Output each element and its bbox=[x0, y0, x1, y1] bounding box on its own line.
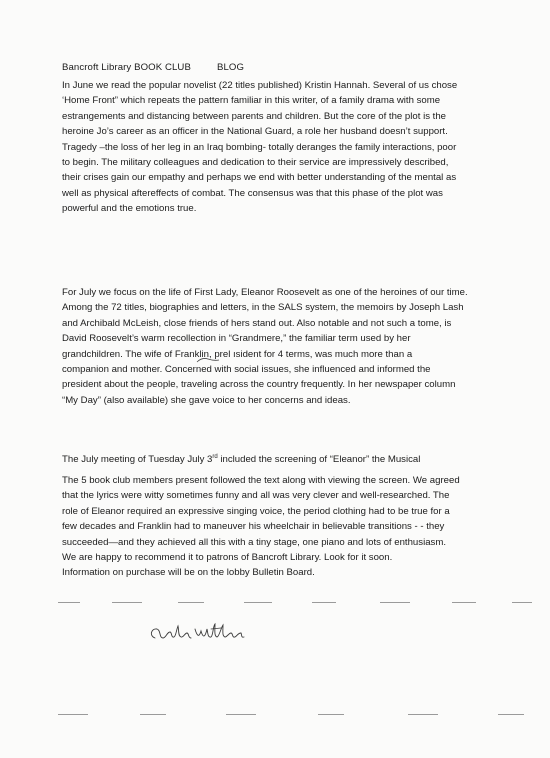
meeting-text-start: The July meeting of Tuesday July 3 bbox=[62, 454, 213, 465]
text-line: “My Day” (also available) she gave voice to her concerns and ideas. bbox=[62, 394, 351, 406]
handwritten-signature bbox=[145, 614, 255, 652]
paragraph-musical-review bbox=[62, 473, 522, 581]
text-line: heroine Jo’s career as an officer in the National Guard, a role her husband doesn’t support. bbox=[62, 126, 448, 138]
text-line: that the lyrics were witty sometimes funny and all was very clever and well-researched. The bbox=[62, 490, 450, 502]
scan-artifact-line bbox=[512, 602, 532, 603]
scan-artifact-line bbox=[498, 714, 524, 715]
text-line: We are happy to recommend it to patrons of Bancroft Library. Look for it soon. bbox=[62, 552, 393, 564]
scan-artifact-line bbox=[244, 602, 272, 603]
text-line: and Archibald McLeish, close friends of hers stand out. Also notable and not such a tome, is bbox=[62, 317, 452, 329]
text-line: succeeded—and they achieved all this with a tiny stage, one piano and lots of enthusiasm. bbox=[62, 536, 446, 548]
text-line: Among the 72 titles, biographies and letters, in the SALS system, the memoirs by Joseph Lash bbox=[62, 302, 464, 314]
header-title: Bancroft Library BOOK CLUB bbox=[62, 62, 191, 73]
scan-artifact-line bbox=[380, 602, 410, 603]
text-line: In June we read the popular novelist (22 titles published) Kristin Hannah. Several of us chose bbox=[62, 80, 458, 91]
text-line: ‘Home Front” which repeats the pattern familiar in this writer, of a family drama with some bbox=[62, 95, 441, 107]
handwritten-overmark bbox=[196, 357, 220, 363]
scan-artifact-line bbox=[312, 602, 336, 603]
text-line: Information on purchase will be on the lobby Bulletin Board. bbox=[62, 567, 315, 579]
scan-artifact-line bbox=[58, 602, 80, 603]
scan-artifact-line bbox=[58, 714, 88, 715]
text-line: to begin. The military colleagues and dedication to their service are impressively described, bbox=[62, 157, 449, 169]
scan-artifact-line bbox=[112, 602, 142, 603]
paragraph-june bbox=[62, 78, 522, 217]
text-line: For July we focus on the life of First Lady, Eleanor Roosevelt as one of the heroines of our time. bbox=[62, 287, 468, 298]
text-line: powerful and the emotions true. bbox=[62, 203, 197, 215]
blog-header bbox=[62, 62, 244, 73]
text-line: companion and mother. Concerned with social issues, she influenced and informed the bbox=[62, 364, 431, 376]
scan-artifact-line bbox=[226, 714, 256, 715]
text-line: The 5 book club members present followed the text along with viewing the screen. We agreed bbox=[62, 475, 460, 486]
text-line: well as physical aftereffects of combat. The consensus was that this phase of the plot was bbox=[62, 187, 443, 199]
paragraph-july bbox=[62, 285, 522, 408]
scan-artifact-line bbox=[318, 714, 344, 715]
text-line: estrangements and distancing between parents and children. But the core of the plot is the bbox=[62, 110, 446, 122]
paragraph-meeting-heading bbox=[62, 452, 522, 467]
scan-artifact-line bbox=[408, 714, 438, 715]
text-line: their crises gain our empathy and perhaps we end with better understanding of the mental as bbox=[62, 172, 457, 184]
header-blog-label: BLOG bbox=[216, 62, 245, 73]
text-line: president about the people, traveling across the country frequently. In her newspaper column bbox=[62, 379, 456, 391]
text-line: few decades and Franklin had to maneuver his wheelchair in believable transitions - - they bbox=[62, 521, 445, 533]
text-line: grandchildren. The wife of Franklin, prel ısident for 4 terms, was much more than a bbox=[62, 348, 413, 360]
scan-artifact-line bbox=[140, 714, 166, 715]
text-line: David Roosevelt’s warm recollection in “Grandmere,” the familiar term used by her bbox=[62, 333, 411, 345]
text-line: Tragedy –the loss of her leg in an Iraq bombing- totally deranges the family interactions, poor bbox=[62, 141, 457, 153]
ordinal-suffix: rd bbox=[212, 453, 218, 460]
text-line: role of Eleanor required an expressive singing voice, the period clothing had to be true for a bbox=[62, 505, 450, 517]
meeting-text-end: included the screening of “Eleanor” the Musical bbox=[217, 454, 421, 465]
text-line bbox=[62, 452, 522, 467]
scan-artifact-line bbox=[178, 602, 204, 603]
scan-artifact-line bbox=[452, 602, 476, 603]
